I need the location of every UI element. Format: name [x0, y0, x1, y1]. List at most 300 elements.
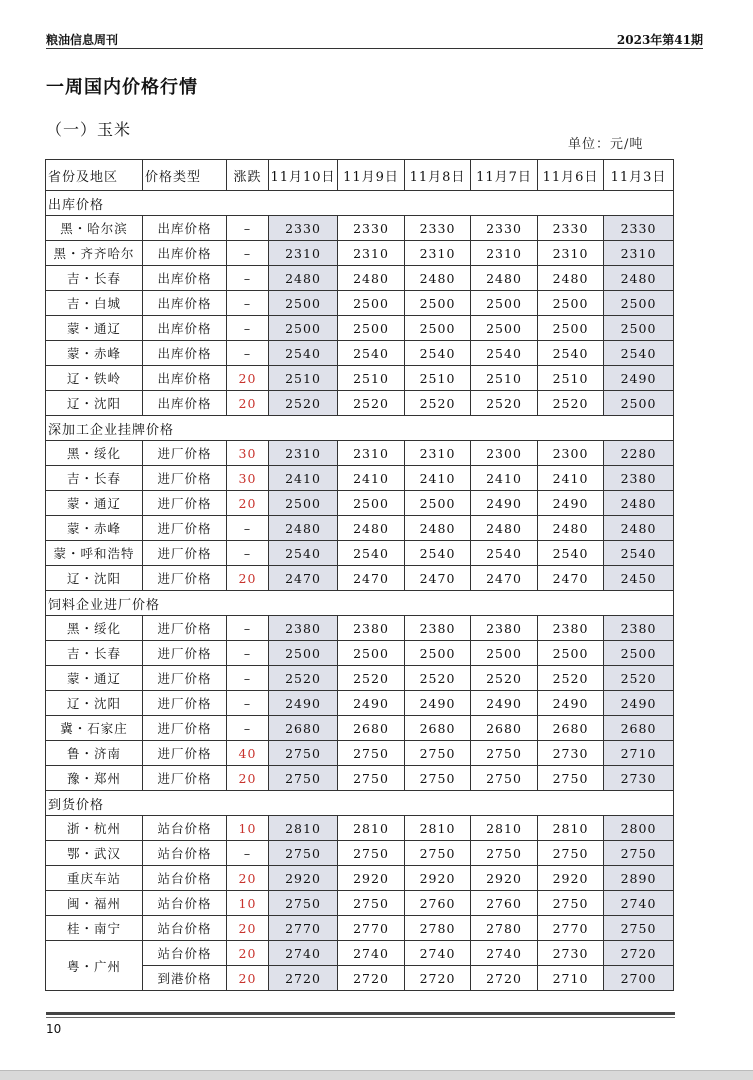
price-cell: 2510	[338, 366, 405, 391]
price-cell: 2510	[405, 366, 471, 391]
change-cell: –	[227, 616, 269, 641]
price-cell: 2490	[471, 691, 538, 716]
price-type-cell: 站台价格	[143, 941, 227, 966]
price-cell: 2500	[338, 641, 405, 666]
section-title: （一）玉米	[46, 120, 132, 139]
price-cell: 2500	[338, 491, 405, 516]
price-cell: 2380	[604, 466, 674, 491]
price-type-cell: 站台价格	[143, 866, 227, 891]
price-cell: 2520	[405, 666, 471, 691]
price-cell: 2300	[538, 441, 604, 466]
price-cell: 2330	[269, 216, 338, 241]
price-cell: 2750	[338, 841, 405, 866]
price-cell: 2410	[405, 466, 471, 491]
price-cell: 2720	[604, 941, 674, 966]
section-name: 饲料企业进厂价格	[46, 591, 674, 616]
section-header-row	[46, 791, 674, 816]
price-cell: 2750	[538, 891, 604, 916]
price-cell: 2500	[604, 291, 674, 316]
price-cell: 2750	[604, 916, 674, 941]
price-cell: 2500	[405, 641, 471, 666]
col-header-type: 价格类型	[143, 160, 227, 191]
price-cell: 2310	[405, 241, 471, 266]
price-cell: 2800	[604, 816, 674, 841]
region-cell: 蒙・通辽	[46, 316, 143, 341]
price-cell: 2520	[538, 391, 604, 416]
table-row	[46, 816, 674, 841]
section-header-row	[46, 416, 674, 441]
region-cell: 豫・郑州	[46, 766, 143, 791]
price-cell: 2720	[338, 966, 405, 991]
price-type-cell: 进厂价格	[143, 666, 227, 691]
region-cell: 冀・石家庄	[46, 716, 143, 741]
price-cell: 2410	[471, 466, 538, 491]
price-cell: 2490	[604, 691, 674, 716]
price-cell: 2720	[405, 966, 471, 991]
price-cell: 2740	[405, 941, 471, 966]
col-header-date: 11月7日	[471, 160, 538, 191]
change-cell: 20	[227, 916, 269, 941]
price-cell: 2330	[538, 216, 604, 241]
price-type-cell: 进厂价格	[143, 491, 227, 516]
price-cell: 2480	[338, 266, 405, 291]
journal-name: 粮油信息周刊	[46, 33, 119, 47]
table-row	[46, 741, 674, 766]
price-cell: 2480	[538, 516, 604, 541]
price-type-cell: 进厂价格	[143, 691, 227, 716]
change-cell: –	[227, 541, 269, 566]
price-cell: 2470	[269, 566, 338, 591]
price-cell: 2750	[471, 841, 538, 866]
price-cell: 2500	[338, 291, 405, 316]
price-cell: 2410	[269, 466, 338, 491]
price-cell: 2680	[604, 716, 674, 741]
col-header-region: 省份及地区	[46, 160, 143, 191]
price-type-cell: 进厂价格	[143, 466, 227, 491]
price-cell: 2750	[604, 841, 674, 866]
region-cell: 重庆车站	[46, 866, 143, 891]
price-cell: 2450	[604, 566, 674, 591]
price-cell: 2470	[538, 566, 604, 591]
price-cell: 2380	[338, 616, 405, 641]
table-header-row	[46, 160, 674, 191]
region-cell: 辽・沈阳	[46, 391, 143, 416]
table-row	[46, 891, 674, 916]
price-cell: 2750	[269, 741, 338, 766]
price-type-cell: 进厂价格	[143, 741, 227, 766]
table-row	[46, 341, 674, 366]
price-cell: 2760	[405, 891, 471, 916]
price-cell: 2920	[405, 866, 471, 891]
price-cell: 2920	[338, 866, 405, 891]
price-cell: 2380	[269, 616, 338, 641]
price-cell: 2410	[338, 466, 405, 491]
change-cell: –	[227, 266, 269, 291]
price-type-cell: 进厂价格	[143, 541, 227, 566]
price-cell: 2680	[338, 716, 405, 741]
price-cell: 2500	[269, 641, 338, 666]
price-cell: 2520	[604, 666, 674, 691]
price-cell: 2480	[405, 516, 471, 541]
price-type-cell: 出库价格	[143, 266, 227, 291]
price-cell: 2540	[604, 341, 674, 366]
region-cell: 吉・长春	[46, 266, 143, 291]
price-cell: 2720	[269, 966, 338, 991]
change-cell: 10	[227, 891, 269, 916]
price-cell: 2520	[405, 391, 471, 416]
price-cell: 2510	[471, 366, 538, 391]
price-cell: 2310	[405, 441, 471, 466]
table-row	[46, 241, 674, 266]
price-cell: 2750	[538, 766, 604, 791]
price-type-cell: 进厂价格	[143, 641, 227, 666]
price-cell: 2810	[471, 816, 538, 841]
price-cell: 2680	[538, 716, 604, 741]
col-header-date: 11月10日	[269, 160, 338, 191]
price-type-cell: 出库价格	[143, 391, 227, 416]
price-cell: 2540	[338, 341, 405, 366]
price-type-cell: 出库价格	[143, 341, 227, 366]
price-cell: 2310	[269, 441, 338, 466]
price-cell: 2540	[405, 541, 471, 566]
section-name: 深加工企业挂牌价格	[46, 416, 674, 441]
price-cell: 2890	[604, 866, 674, 891]
price-cell: 2750	[405, 741, 471, 766]
price-type-cell: 进厂价格	[143, 441, 227, 466]
change-cell: –	[227, 291, 269, 316]
change-cell: –	[227, 341, 269, 366]
price-cell: 2540	[269, 541, 338, 566]
price-type-cell: 进厂价格	[143, 566, 227, 591]
table-row	[46, 366, 674, 391]
price-cell: 2310	[269, 241, 338, 266]
price-cell: 2490	[338, 691, 405, 716]
price-cell: 2540	[538, 341, 604, 366]
region-cell: 辽・沈阳	[46, 566, 143, 591]
price-cell: 2480	[338, 516, 405, 541]
change-cell: –	[227, 241, 269, 266]
change-cell: –	[227, 216, 269, 241]
region-cell: 黑・哈尔滨	[46, 216, 143, 241]
price-cell: 2780	[405, 916, 471, 941]
region-cell: 鄂・武汉	[46, 841, 143, 866]
region-cell: 闽・福州	[46, 891, 143, 916]
price-cell: 2520	[338, 666, 405, 691]
price-cell: 2470	[471, 566, 538, 591]
region-cell: 蒙・赤峰	[46, 341, 143, 366]
change-cell: 30	[227, 441, 269, 466]
price-cell: 2770	[538, 916, 604, 941]
price-cell: 2480	[269, 266, 338, 291]
price-cell: 2730	[604, 766, 674, 791]
price-cell: 2730	[538, 941, 604, 966]
price-cell: 2300	[471, 441, 538, 466]
region-cell: 粤・广州	[46, 941, 143, 991]
unit-label: 单位：元/吨	[568, 137, 644, 152]
price-cell: 2500	[405, 491, 471, 516]
table-row	[46, 566, 674, 591]
table-row	[46, 716, 674, 741]
change-cell: 20	[227, 491, 269, 516]
region-cell: 辽・沈阳	[46, 691, 143, 716]
region-cell: 浙・杭州	[46, 816, 143, 841]
col-header-date: 11月3日	[604, 160, 674, 191]
price-cell: 2500	[269, 491, 338, 516]
price-cell: 2490	[471, 491, 538, 516]
price-cell: 2480	[604, 266, 674, 291]
price-cell: 2330	[471, 216, 538, 241]
price-cell: 2490	[269, 691, 338, 716]
price-cell: 2680	[471, 716, 538, 741]
price-type-cell: 出库价格	[143, 366, 227, 391]
change-cell: 20	[227, 566, 269, 591]
price-cell: 2480	[604, 516, 674, 541]
col-header-date: 11月9日	[338, 160, 405, 191]
price-cell: 2750	[471, 741, 538, 766]
region-cell: 蒙・呼和浩特	[46, 541, 143, 566]
price-cell: 2330	[604, 216, 674, 241]
price-cell: 2700	[604, 966, 674, 991]
table-row	[46, 616, 674, 641]
price-cell: 2470	[405, 566, 471, 591]
change-cell: 20	[227, 966, 269, 991]
price-cell: 2540	[405, 341, 471, 366]
price-cell: 2740	[338, 941, 405, 966]
region-cell: 桂・南宁	[46, 916, 143, 941]
price-cell: 2330	[405, 216, 471, 241]
region-cell: 黑・绥化	[46, 616, 143, 641]
table-row	[46, 691, 674, 716]
price-cell: 2310	[604, 241, 674, 266]
table-row	[46, 516, 674, 541]
price-cell: 2310	[471, 241, 538, 266]
price-cell: 2750	[471, 766, 538, 791]
table-row	[46, 641, 674, 666]
region-cell: 吉・长春	[46, 466, 143, 491]
change-cell: –	[227, 691, 269, 716]
table-row	[46, 441, 674, 466]
price-cell: 2490	[538, 491, 604, 516]
price-cell: 2500	[604, 391, 674, 416]
price-cell: 2380	[538, 616, 604, 641]
table-row	[46, 666, 674, 691]
price-cell: 2920	[269, 866, 338, 891]
price-cell: 2380	[405, 616, 471, 641]
price-cell: 2480	[604, 491, 674, 516]
price-cell: 2500	[405, 291, 471, 316]
price-type-cell: 出库价格	[143, 241, 227, 266]
change-cell: 20	[227, 391, 269, 416]
change-cell: –	[227, 316, 269, 341]
price-type-cell: 出库价格	[143, 291, 227, 316]
col-header-date: 11月6日	[538, 160, 604, 191]
price-cell: 2740	[471, 941, 538, 966]
price-cell: 2480	[405, 266, 471, 291]
price-cell: 2740	[269, 941, 338, 966]
region-cell: 黑・齐齐哈尔	[46, 241, 143, 266]
price-cell: 2540	[471, 541, 538, 566]
table-row	[46, 941, 674, 966]
price-type-cell: 出库价格	[143, 216, 227, 241]
table-row	[46, 841, 674, 866]
section-name: 到货价格	[46, 791, 674, 816]
price-cell: 2480	[471, 516, 538, 541]
table-row	[46, 316, 674, 341]
header-divider	[46, 48, 703, 49]
table-row	[46, 766, 674, 791]
footer-divider	[46, 1012, 675, 1015]
price-cell: 2740	[604, 891, 674, 916]
section-header-row	[46, 591, 674, 616]
price-cell: 2540	[338, 541, 405, 566]
price-cell: 2310	[538, 241, 604, 266]
table-row	[46, 466, 674, 491]
price-cell: 2310	[338, 241, 405, 266]
price-cell: 2520	[471, 391, 538, 416]
price-cell: 2380	[471, 616, 538, 641]
price-cell: 2500	[269, 291, 338, 316]
price-cell: 2810	[338, 816, 405, 841]
price-cell: 2500	[538, 316, 604, 341]
price-cell: 2520	[269, 666, 338, 691]
price-type-cell: 站台价格	[143, 816, 227, 841]
table-row	[46, 216, 674, 241]
price-cell: 2410	[538, 466, 604, 491]
price-cell: 2280	[604, 441, 674, 466]
table-row	[46, 541, 674, 566]
price-cell: 2750	[269, 841, 338, 866]
price-type-cell: 进厂价格	[143, 516, 227, 541]
section-name: 出库价格	[46, 191, 674, 216]
change-cell: 10	[227, 816, 269, 841]
price-cell: 2540	[604, 541, 674, 566]
price-cell: 2500	[338, 316, 405, 341]
table-row	[46, 291, 674, 316]
price-cell: 2760	[471, 891, 538, 916]
table-row	[46, 266, 674, 291]
corn-price-table	[45, 159, 674, 991]
price-cell: 2500	[471, 291, 538, 316]
region-cell: 辽・铁岭	[46, 366, 143, 391]
change-cell: 20	[227, 366, 269, 391]
price-cell: 2520	[338, 391, 405, 416]
price-cell: 2750	[538, 841, 604, 866]
change-cell: 20	[227, 866, 269, 891]
price-cell: 2540	[269, 341, 338, 366]
table-row	[46, 866, 674, 891]
price-cell: 2330	[338, 216, 405, 241]
price-cell: 2380	[604, 616, 674, 641]
change-cell: –	[227, 716, 269, 741]
change-cell: –	[227, 841, 269, 866]
change-cell: –	[227, 641, 269, 666]
price-cell: 2480	[269, 516, 338, 541]
price-cell: 2750	[269, 766, 338, 791]
change-cell: 20	[227, 766, 269, 791]
price-cell: 2710	[604, 741, 674, 766]
price-type-cell: 进厂价格	[143, 716, 227, 741]
price-type-cell: 站台价格	[143, 891, 227, 916]
price-cell: 2310	[338, 441, 405, 466]
change-cell: 40	[227, 741, 269, 766]
price-cell: 2480	[471, 266, 538, 291]
price-cell: 2540	[538, 541, 604, 566]
price-cell: 2500	[538, 291, 604, 316]
price-cell: 2510	[269, 366, 338, 391]
col-header-date: 11月8日	[405, 160, 471, 191]
price-cell: 2490	[405, 691, 471, 716]
price-cell: 2710	[538, 966, 604, 991]
col-header-change: 涨跌	[227, 160, 269, 191]
table-row	[46, 391, 674, 416]
region-cell: 黑・绥化	[46, 441, 143, 466]
price-cell: 2500	[405, 316, 471, 341]
price-cell: 2750	[338, 741, 405, 766]
price-cell: 2770	[269, 916, 338, 941]
price-cell: 2920	[538, 866, 604, 891]
price-cell: 2500	[471, 641, 538, 666]
price-type-cell: 站台价格	[143, 841, 227, 866]
price-type-cell: 出库价格	[143, 316, 227, 341]
region-cell: 蒙・通辽	[46, 491, 143, 516]
price-cell: 2920	[471, 866, 538, 891]
price-type-cell: 进厂价格	[143, 766, 227, 791]
price-cell: 2480	[538, 266, 604, 291]
price-cell: 2490	[604, 366, 674, 391]
price-cell: 2750	[338, 766, 405, 791]
table-body	[46, 191, 674, 991]
change-cell: 20	[227, 941, 269, 966]
price-cell: 2680	[269, 716, 338, 741]
price-type-cell: 站台价格	[143, 916, 227, 941]
change-cell: 30	[227, 466, 269, 491]
price-cell: 2520	[471, 666, 538, 691]
price-cell: 2810	[405, 816, 471, 841]
region-cell: 蒙・通辽	[46, 666, 143, 691]
price-cell: 2720	[471, 966, 538, 991]
price-cell: 2730	[538, 741, 604, 766]
change-cell: –	[227, 666, 269, 691]
price-cell: 2750	[405, 841, 471, 866]
table-row	[46, 916, 674, 941]
region-cell: 吉・白城	[46, 291, 143, 316]
price-cell: 2500	[538, 641, 604, 666]
price-cell: 2750	[405, 766, 471, 791]
price-type-cell: 到港价格	[143, 966, 227, 991]
price-cell: 2500	[471, 316, 538, 341]
price-cell: 2500	[604, 641, 674, 666]
price-cell: 2510	[538, 366, 604, 391]
price-cell: 2540	[471, 341, 538, 366]
region-cell: 鲁・济南	[46, 741, 143, 766]
price-cell: 2680	[405, 716, 471, 741]
price-cell: 2780	[471, 916, 538, 941]
table-row	[46, 491, 674, 516]
price-cell: 2750	[269, 891, 338, 916]
viewer-bottom-bar	[0, 1070, 753, 1080]
section-header-row	[46, 191, 674, 216]
change-cell: –	[227, 516, 269, 541]
price-type-cell: 进厂价格	[143, 616, 227, 641]
price-cell: 2490	[538, 691, 604, 716]
price-cell: 2500	[269, 316, 338, 341]
price-cell: 2470	[338, 566, 405, 591]
issue-number: 2023年第41期	[616, 33, 703, 47]
price-cell: 2750	[338, 891, 405, 916]
footer-divider-thin	[46, 1017, 675, 1018]
page-title: 一周国内价格行情	[46, 77, 198, 98]
price-cell: 2810	[269, 816, 338, 841]
